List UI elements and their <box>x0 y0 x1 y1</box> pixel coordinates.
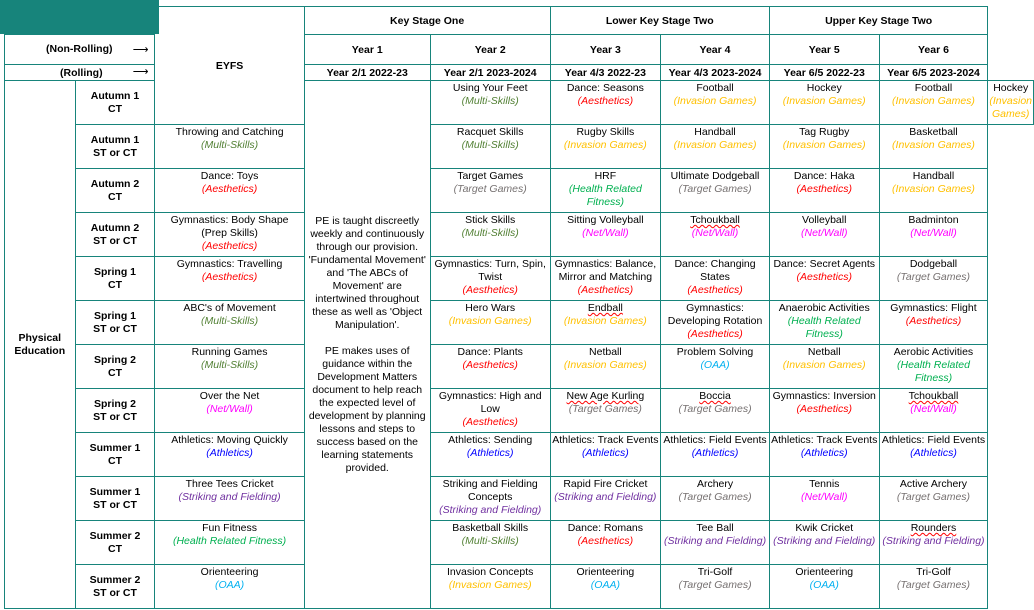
activity-cell <box>155 169 304 213</box>
activity-title: Orienteering <box>576 566 635 578</box>
activity-title: Stick Skills <box>465 214 516 226</box>
term-label <box>75 389 155 433</box>
activity-category: (Invasion Games) <box>782 95 866 107</box>
activity-category: (Invasion Games) <box>563 315 647 327</box>
activity-cell <box>155 521 304 565</box>
activity-cell <box>879 345 988 389</box>
term-name: Autumn 2 <box>90 222 140 234</box>
blank-header-cell <box>5 7 155 35</box>
activity-cell <box>879 213 988 257</box>
term-name: Spring 1 <box>94 310 137 322</box>
activity-category: (Multi-Skills) <box>200 315 259 327</box>
activity-cell <box>879 257 988 301</box>
term-label <box>75 477 155 521</box>
activity-title: Athletics: Track Events <box>552 434 659 446</box>
activity-category: (Target Games) <box>453 183 527 195</box>
activity-category: (Target Games) <box>896 271 971 283</box>
activity-title: Gymnastics: Flight <box>890 302 977 314</box>
activity-cell <box>769 169 879 213</box>
activity-cell <box>430 345 550 389</box>
activity-title: Sitting Volleyball <box>567 214 644 226</box>
eyfs-description <box>304 81 430 609</box>
activity-category: (Multi-Skills) <box>461 139 519 151</box>
term-type: ST or CT <box>93 499 137 511</box>
term-name: Autumn 1 <box>90 134 140 146</box>
activity-title: Kwik Cricket <box>795 522 854 534</box>
table-row <box>5 257 1034 301</box>
activity-category: (Target Games) <box>896 491 971 503</box>
activity-category: (Invasion Games) <box>448 579 532 591</box>
activity-title: Using Your Feet <box>452 82 528 94</box>
activity-cell <box>879 125 988 169</box>
activity-title: Basketball <box>909 126 958 138</box>
term-name: Spring 1 <box>94 266 137 278</box>
activity-cell <box>550 477 661 521</box>
rolling-label <box>5 65 155 81</box>
term-type: CT <box>108 455 122 467</box>
activity-category: (Target Games) <box>678 403 752 415</box>
term-name: Summer 2 <box>89 530 141 542</box>
activity-category: (Aesthetics) <box>577 284 634 296</box>
term-type: CT <box>108 103 122 115</box>
table-row <box>5 565 1034 609</box>
activity-title: Gymnastics: Balance, Mirror and Matching <box>554 258 657 283</box>
activity-category: (Multi-Skills) <box>461 535 519 547</box>
activity-cell <box>155 345 304 389</box>
activity-title: Gymnastics: Turn, Spin, Twist <box>434 258 546 283</box>
activity-title: Over the Net <box>199 390 260 402</box>
activity-category: (Invasion Games) <box>989 95 1032 120</box>
activity-category: (Net/Wall) <box>910 403 957 415</box>
activity-title: Ultimate Dodgeball <box>670 170 760 182</box>
table-row <box>5 169 1034 213</box>
activity-title: Tri-Golf <box>697 566 733 578</box>
activity-category: (Aesthetics) <box>201 271 258 283</box>
activity-cell <box>661 477 770 521</box>
activity-cell <box>550 125 661 169</box>
activity-title: Striking and Fielding Concepts <box>442 478 538 503</box>
table-row <box>5 433 1034 477</box>
activity-cell <box>550 433 661 477</box>
eyfs-header: EYFS <box>155 7 304 125</box>
activity-cell <box>550 257 661 301</box>
table-row <box>5 389 1034 433</box>
activity-title: Athletics: Field Events <box>881 434 986 446</box>
activity-cell <box>879 477 988 521</box>
activity-title: Athletics: Moving Quickly <box>171 434 288 446</box>
activity-cell <box>430 433 550 477</box>
activity-cell <box>155 301 304 345</box>
activity-title: Tri-Golf <box>916 566 951 578</box>
activity-category: (Athletics) <box>691 447 739 459</box>
activity-category: (Invasion Games) <box>448 315 532 327</box>
activity-category: (Health Related Fitness) <box>172 535 287 547</box>
activity-cell <box>155 257 304 301</box>
activity-category: (Striking and Fielding) <box>663 535 767 547</box>
rolling-year-6-header: Year 6/5 2023-2024 <box>879 65 988 81</box>
activity-category: (Invasion Games) <box>892 139 975 151</box>
activity-title: Tchoukball <box>690 214 740 226</box>
activity-title: Tchoukball <box>908 390 959 402</box>
activity-cell <box>661 257 770 301</box>
activity-category: (OAA) <box>700 359 730 371</box>
activity-category: (Striking and Fielding) <box>882 535 985 547</box>
activity-category: (OAA) <box>809 579 839 591</box>
activity-title: Gymnastics: Body Shape (Prep Skills) <box>170 214 289 239</box>
activity-cell <box>769 213 879 257</box>
activity-title: Boccia <box>699 390 731 402</box>
activity-title: Dance: Seasons <box>566 82 644 94</box>
term-label <box>75 81 155 125</box>
activity-title: Invasion Concepts <box>447 566 534 578</box>
activity-category: (Aesthetics) <box>462 416 518 428</box>
year-5-header: Year 5 <box>769 35 879 65</box>
activity-category: (Net/Wall) <box>801 227 848 239</box>
subject-label: Physical Education <box>5 81 76 609</box>
activity-title: Tag Rugby <box>799 126 850 138</box>
activity-cell <box>430 301 550 345</box>
activity-category: (Invasion Games) <box>892 95 975 107</box>
activity-title: Active Archery <box>899 478 968 490</box>
activity-category: (Striking and Fielding) <box>178 491 281 503</box>
activity-category: (Net/Wall) <box>582 227 629 239</box>
activity-cell <box>879 169 988 213</box>
activity-cell <box>430 477 550 521</box>
activity-cell <box>155 125 304 169</box>
activity-title: Tee Ball <box>696 522 734 534</box>
term-label <box>75 301 155 345</box>
activity-title: Racquet Skills <box>456 126 524 138</box>
activity-category: (Health Related Fitness) <box>897 359 970 384</box>
term-name: Spring 2 <box>94 354 137 366</box>
activity-category: (Invasion Games) <box>673 95 757 107</box>
term-type: ST or CT <box>93 323 137 335</box>
rolling-year-4-header: Year 4/3 2023-2024 <box>661 65 770 81</box>
activity-cell <box>988 81 1034 125</box>
activity-cell <box>661 345 770 389</box>
activity-title: Athletics: Track Events <box>771 434 878 446</box>
activity-title: Netball <box>589 346 622 358</box>
activity-category: (Target Games) <box>678 579 752 591</box>
activity-category: (Net/Wall) <box>206 403 253 415</box>
activity-cell <box>879 81 988 125</box>
activity-category: (Athletics) <box>206 447 253 459</box>
activity-category: (Aesthetics) <box>577 95 634 107</box>
term-type: ST or CT <box>93 411 137 423</box>
term-type: ST or CT <box>93 235 137 247</box>
table-row <box>5 521 1034 565</box>
table-row <box>5 125 1034 169</box>
table-row <box>5 345 1034 389</box>
activity-title: Aerobic Activities <box>893 346 974 358</box>
term-type: ST or CT <box>93 587 137 599</box>
activity-cell <box>879 433 988 477</box>
activity-title: Football <box>696 82 734 94</box>
activity-title: Basketball Skills <box>452 522 529 534</box>
activity-category: (Aesthetics) <box>796 403 852 415</box>
activity-category: (Target Games) <box>678 491 752 503</box>
activity-cell <box>430 565 550 609</box>
term-name: Autumn 1 <box>90 90 140 102</box>
term-label <box>75 565 155 609</box>
term-type: CT <box>108 543 122 555</box>
activity-category: (Aesthetics) <box>796 183 852 195</box>
activity-title: Dance: Romans <box>567 522 644 534</box>
activity-title: Running Games <box>191 346 268 358</box>
activity-title: Endball <box>587 302 623 314</box>
activity-cell <box>661 433 770 477</box>
activity-category: (Invasion Games) <box>673 139 757 151</box>
activity-title: Rugby Skills <box>576 126 635 138</box>
activity-category: (Invasion Games) <box>563 359 647 371</box>
eyfs-paragraph: PE is taught discreetly weekly and continuously through our provision. 'Fundamental Movement' and 'The ABCs of Movement' are intertwined throughout these as well as 'Object Manipulation'. <box>308 214 426 331</box>
term-label <box>75 521 155 565</box>
arrow-right-icon: ⟶ <box>132 43 149 56</box>
activity-cell <box>769 477 879 521</box>
term-label <box>75 169 155 213</box>
activity-cell <box>155 433 304 477</box>
activity-cell <box>769 433 879 477</box>
term-name: Summer 1 <box>89 442 141 454</box>
activity-title: Archery <box>696 478 734 490</box>
activity-cell <box>879 521 988 565</box>
activity-title: Dance: Haka <box>793 170 855 182</box>
activity-category: (Aesthetics) <box>462 359 518 371</box>
activity-category: (Multi-Skills) <box>461 227 519 239</box>
table-row <box>5 301 1034 345</box>
year-3-header: Year 3 <box>550 35 661 65</box>
activity-cell <box>661 389 770 433</box>
activity-category: (Invasion Games) <box>782 359 866 371</box>
term-label <box>75 125 155 169</box>
activity-cell <box>550 345 661 389</box>
term-label <box>75 433 155 477</box>
activity-cell <box>155 565 304 609</box>
rolling-year-1-header: Year 2/1 2022-23 <box>304 65 430 81</box>
activity-cell <box>769 257 879 301</box>
activity-title: Badminton <box>908 214 959 226</box>
pe-curriculum-table <box>4 6 1034 609</box>
activity-category: (Invasion Games) <box>563 139 647 151</box>
year-4-header: Year 4 <box>661 35 770 65</box>
activity-category: (Target Games) <box>678 183 752 195</box>
activity-cell <box>769 301 879 345</box>
activity-title: Dance: Plants <box>457 346 523 358</box>
activity-category: (Athletics) <box>582 447 629 459</box>
activity-title: Rapid Fire Cricket <box>563 478 648 490</box>
activity-title: Football <box>914 82 953 94</box>
activity-category: (Striking and Fielding) <box>439 504 542 516</box>
activity-cell <box>661 213 770 257</box>
activity-cell <box>430 213 550 257</box>
activity-title: ABC's of Movement <box>183 302 276 314</box>
activity-category: (Aesthetics) <box>687 284 743 296</box>
activity-title: Handball <box>694 126 736 138</box>
activity-cell <box>430 257 550 301</box>
year-2-header: Year 2 <box>430 35 550 65</box>
activity-cell <box>661 125 770 169</box>
activity-cell <box>550 565 661 609</box>
activity-category: (Aesthetics) <box>687 328 743 340</box>
activity-cell <box>661 521 770 565</box>
activity-cell <box>661 565 770 609</box>
activity-title: New Age Kurling <box>566 390 645 402</box>
eyfs-paragraph: PE makes uses of guidance within the Development Matters document to help reach the expected level of development by planning lessons and steps to success based on the learning statements provided. <box>308 344 426 474</box>
activity-cell <box>879 301 988 345</box>
activity-title: Athletics: Sending <box>448 434 533 446</box>
activity-cell <box>769 345 879 389</box>
activity-cell <box>430 521 550 565</box>
term-name: Autumn 2 <box>90 178 140 190</box>
activity-category: (Target Games) <box>896 579 971 591</box>
activity-category: (Target Games) <box>568 403 642 415</box>
activity-category: (Aesthetics) <box>462 284 518 296</box>
table-row <box>5 213 1034 257</box>
activity-cell <box>661 169 770 213</box>
activity-cell <box>769 81 879 125</box>
activity-category: (Multi-Skills) <box>200 139 259 151</box>
activity-title: Volleyball <box>802 214 847 226</box>
activity-cell <box>155 477 304 521</box>
arrow-right-icon: ⟶ <box>132 66 149 78</box>
activity-category: (Health Related Fitness) <box>787 315 861 340</box>
activity-cell <box>550 521 661 565</box>
activity-cell <box>550 389 661 433</box>
activity-cell <box>430 169 550 213</box>
activity-cell <box>879 565 988 609</box>
activity-title: Orienteering <box>200 566 259 578</box>
activity-category: (Aesthetics) <box>201 240 258 252</box>
activity-category: (Aesthetics) <box>796 271 852 283</box>
activity-cell <box>661 301 770 345</box>
activity-title: Rounders <box>910 522 957 534</box>
rolling-year-5-header: Year 6/5 2022-23 <box>769 65 879 81</box>
activity-title: Orienteering <box>795 566 854 578</box>
activity-category: (Striking and Fielding) <box>554 491 657 503</box>
activity-cell <box>155 213 304 257</box>
activity-category: (Athletics) <box>466 447 514 459</box>
activity-category: (Net/Wall) <box>691 227 739 239</box>
term-type: CT <box>108 191 122 203</box>
activity-title: Dance: Secret Agents <box>773 258 876 270</box>
activity-cell <box>769 389 879 433</box>
activity-title: Gymnastics: High and Low <box>438 390 542 415</box>
year-6-header: Year 6 <box>879 35 988 65</box>
key-stage-one-header: Key Stage One <box>304 7 550 35</box>
activity-title: Hockey <box>806 82 842 94</box>
activity-category: (Aesthetics) <box>905 315 962 327</box>
activity-title: Gymnastics: Developing Rotation <box>667 302 763 327</box>
activity-title: Dodgeball <box>909 258 958 270</box>
table-row <box>5 477 1034 521</box>
term-type: ST or CT <box>93 147 137 159</box>
activity-category: (Athletics) <box>910 447 957 459</box>
term-name: Summer 2 <box>89 574 141 586</box>
term-type: CT <box>108 367 122 379</box>
activity-category: (Invasion Games) <box>892 183 975 195</box>
activity-category: (Striking and Fielding) <box>773 535 876 547</box>
activity-title: Three Tees Cricket <box>185 478 274 490</box>
activity-cell <box>550 81 661 125</box>
activity-title: Problem Solving <box>676 346 754 358</box>
activity-cell <box>769 125 879 169</box>
non-rolling-label <box>5 35 155 65</box>
activity-category: (Net/Wall) <box>910 227 957 239</box>
activity-category: (Multi-Skills) <box>461 95 519 107</box>
activity-title: Athletics: Field Events <box>663 434 767 446</box>
year-1-header: Year 1 <box>304 35 430 65</box>
rolling-text: (Rolling) <box>60 66 103 79</box>
activity-title: Hockey <box>993 82 1029 94</box>
activity-title: Anaerobic Activities <box>778 302 870 314</box>
non-rolling-text: (Non-Rolling) <box>46 43 113 55</box>
activity-cell <box>769 565 879 609</box>
rolling-year-3-header: Year 4/3 2022-23 <box>550 65 661 81</box>
activity-cell <box>155 389 304 433</box>
activity-title: Dance: Changing States <box>674 258 756 283</box>
activity-cell <box>661 81 770 125</box>
term-label <box>75 345 155 389</box>
rolling-year-2-header: Year 2/1 2023-2024 <box>430 65 550 81</box>
activity-category: (Net/Wall) <box>801 491 848 503</box>
activity-category: (Aesthetics) <box>201 183 258 195</box>
stage-header-row <box>5 7 1034 35</box>
upper-key-stage-two-header: Upper Key Stage Two <box>769 7 987 35</box>
activity-category: (Health Related Fitness) <box>568 183 642 208</box>
activity-title: Target Games <box>457 170 524 182</box>
activity-title: Gymnastics: Inversion <box>772 390 876 402</box>
activity-cell <box>769 521 879 565</box>
term-label <box>75 257 155 301</box>
term-name: Spring 2 <box>94 398 137 410</box>
activity-title: Tennis <box>809 478 840 490</box>
activity-category: (Multi-Skills) <box>200 359 259 371</box>
activity-title: Handball <box>912 170 955 182</box>
activity-title: Fun Fitness <box>202 522 257 534</box>
activity-cell <box>430 81 550 125</box>
activity-title: HRF <box>594 170 617 182</box>
activity-title: Throwing and Catching <box>175 126 284 138</box>
activity-category: (OAA) <box>590 579 620 591</box>
activity-title: Hero Wars <box>465 302 516 314</box>
activity-category: (Invasion Games) <box>782 139 866 151</box>
activity-cell <box>550 169 661 213</box>
activity-category: (Aesthetics) <box>577 535 634 547</box>
activity-cell <box>430 125 550 169</box>
activity-title: Dance: Toys <box>200 170 259 182</box>
activity-cell <box>430 389 550 433</box>
activity-cell <box>879 389 988 433</box>
activity-cell <box>550 301 661 345</box>
activity-category: (OAA) <box>214 579 245 591</box>
lower-key-stage-two-header: Lower Key Stage Two <box>550 7 769 35</box>
activity-cell <box>550 213 661 257</box>
activity-title: Netball <box>807 346 841 358</box>
term-name: Summer 1 <box>89 486 141 498</box>
term-type: CT <box>108 279 122 291</box>
activity-category: (Athletics) <box>800 447 848 459</box>
activity-title: Gymnastics: Travelling <box>176 258 283 270</box>
term-label <box>75 213 155 257</box>
